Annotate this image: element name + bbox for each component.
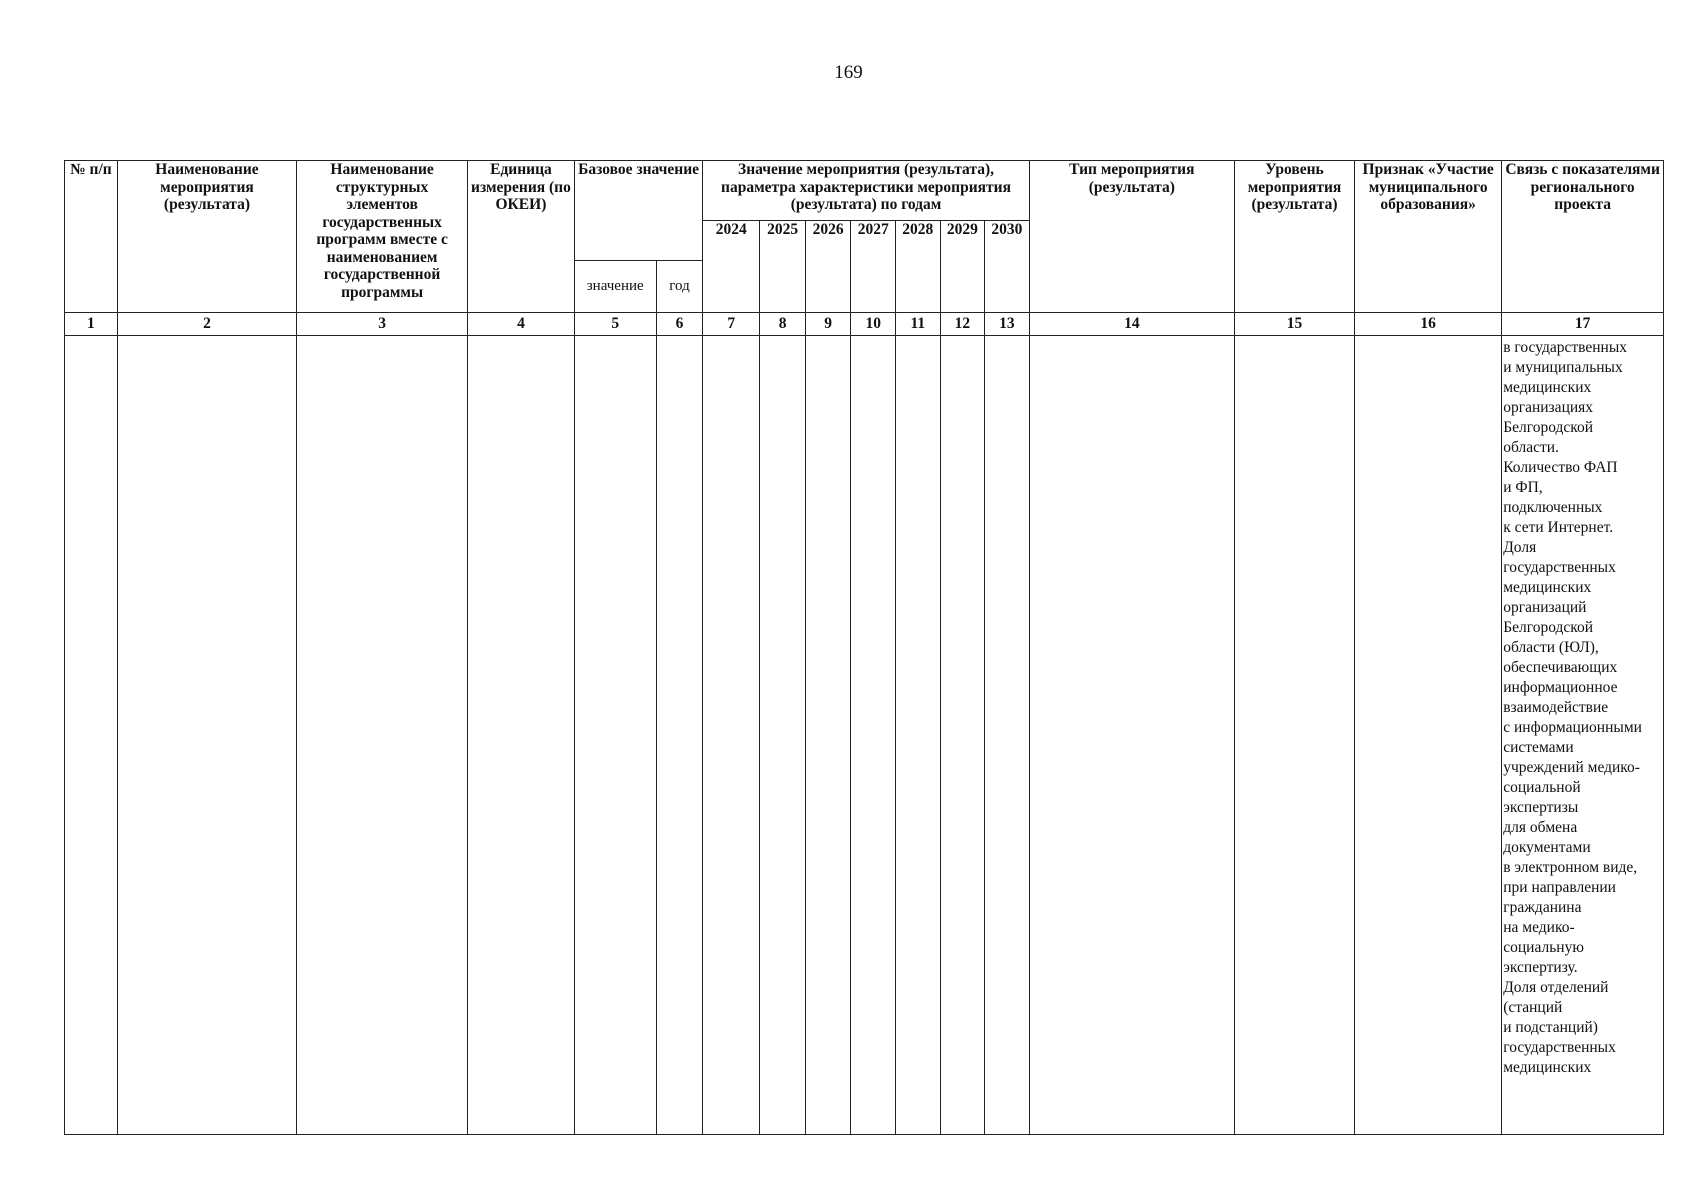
header-base: Базовое значение — [574, 161, 703, 261]
cell-2030 — [985, 336, 1030, 1135]
cell-type — [1029, 336, 1234, 1135]
header-link: Связь с показателями регионального проекта — [1502, 161, 1664, 313]
header-num: № п/п — [65, 161, 118, 313]
column-number: 13 — [985, 313, 1030, 336]
cell-num — [65, 336, 118, 1135]
column-number: 5 — [574, 313, 656, 336]
column-number: 14 — [1029, 313, 1234, 336]
column-number: 1 — [65, 313, 118, 336]
column-number: 2 — [117, 313, 296, 336]
cell-unit — [468, 336, 575, 1135]
header-year-2026: 2026 — [805, 221, 851, 313]
results-table — [64, 160, 1664, 1135]
column-number: 6 — [656, 313, 703, 336]
column-number: 9 — [805, 313, 851, 336]
column-number: 15 — [1234, 313, 1354, 336]
column-number: 17 — [1502, 313, 1664, 336]
table-row — [65, 336, 1664, 1135]
cell-2029 — [940, 336, 985, 1135]
column-number: 3 — [297, 313, 468, 336]
cell-sign — [1355, 336, 1502, 1135]
cell-link-indicators: в государственных и муниципальных медицинских организациях Белгородской области. Количество ФАП и ФП, подключенных к сети Интернет. Доля государственных медицинских организаций Белгородской области (ЮЛ), обеспечивающих информационное взаимодействие с информационными системами учреждений медико- социальной экспертизы для обмена документами в электронном виде, при направлении гражданина на медико- социальную экспертизу. Доля отделений (станций и подстанций) государственных медицинских — [1502, 336, 1664, 1135]
header-year-2025: 2025 — [760, 221, 806, 313]
cell-2026 — [805, 336, 851, 1135]
header-year-2024: 2024 — [703, 221, 760, 313]
cell-name — [117, 336, 296, 1135]
column-number: 10 — [851, 313, 896, 336]
header-values-by-year: Значение мероприятия (результата), параметра характеристики мероприятия (результата) по годам — [703, 161, 1029, 221]
cell-2027 — [851, 336, 896, 1135]
header-year-2027: 2027 — [851, 221, 896, 313]
header-sign: Признак «Участие муниципального образования» — [1355, 161, 1502, 313]
header-year-2029: 2029 — [940, 221, 985, 313]
header-level: Уровень мероприятия (результата) — [1234, 161, 1354, 313]
column-number: 8 — [760, 313, 806, 336]
cell-2028 — [896, 336, 941, 1135]
column-number: 11 — [896, 313, 941, 336]
header-year-2028: 2028 — [896, 221, 941, 313]
column-number: 16 — [1355, 313, 1502, 336]
header-structural: Наименование структурных элементов государственных программ вместе с наименованием государственной программы — [297, 161, 468, 313]
cell-structural — [297, 336, 468, 1135]
header-year-2030: 2030 — [985, 221, 1030, 313]
cell-base-year — [656, 336, 703, 1135]
header-base-year: год — [656, 261, 703, 313]
column-number: 12 — [940, 313, 985, 336]
column-number: 4 — [468, 313, 575, 336]
cell-2025 — [760, 336, 806, 1135]
header-unit: Единица измерения (по ОКЕИ) — [468, 161, 575, 313]
cell-2024 — [703, 336, 760, 1135]
header-base-value: значение — [574, 261, 656, 313]
column-number: 7 — [703, 313, 760, 336]
header-type: Тип мероприятия (результата) — [1029, 161, 1234, 313]
cell-base-value — [574, 336, 656, 1135]
cell-level — [1234, 336, 1354, 1135]
column-numbers-row — [65, 313, 1664, 336]
page-number: 169 — [834, 62, 863, 83]
header-name: Наименование мероприятия (результата) — [117, 161, 296, 313]
